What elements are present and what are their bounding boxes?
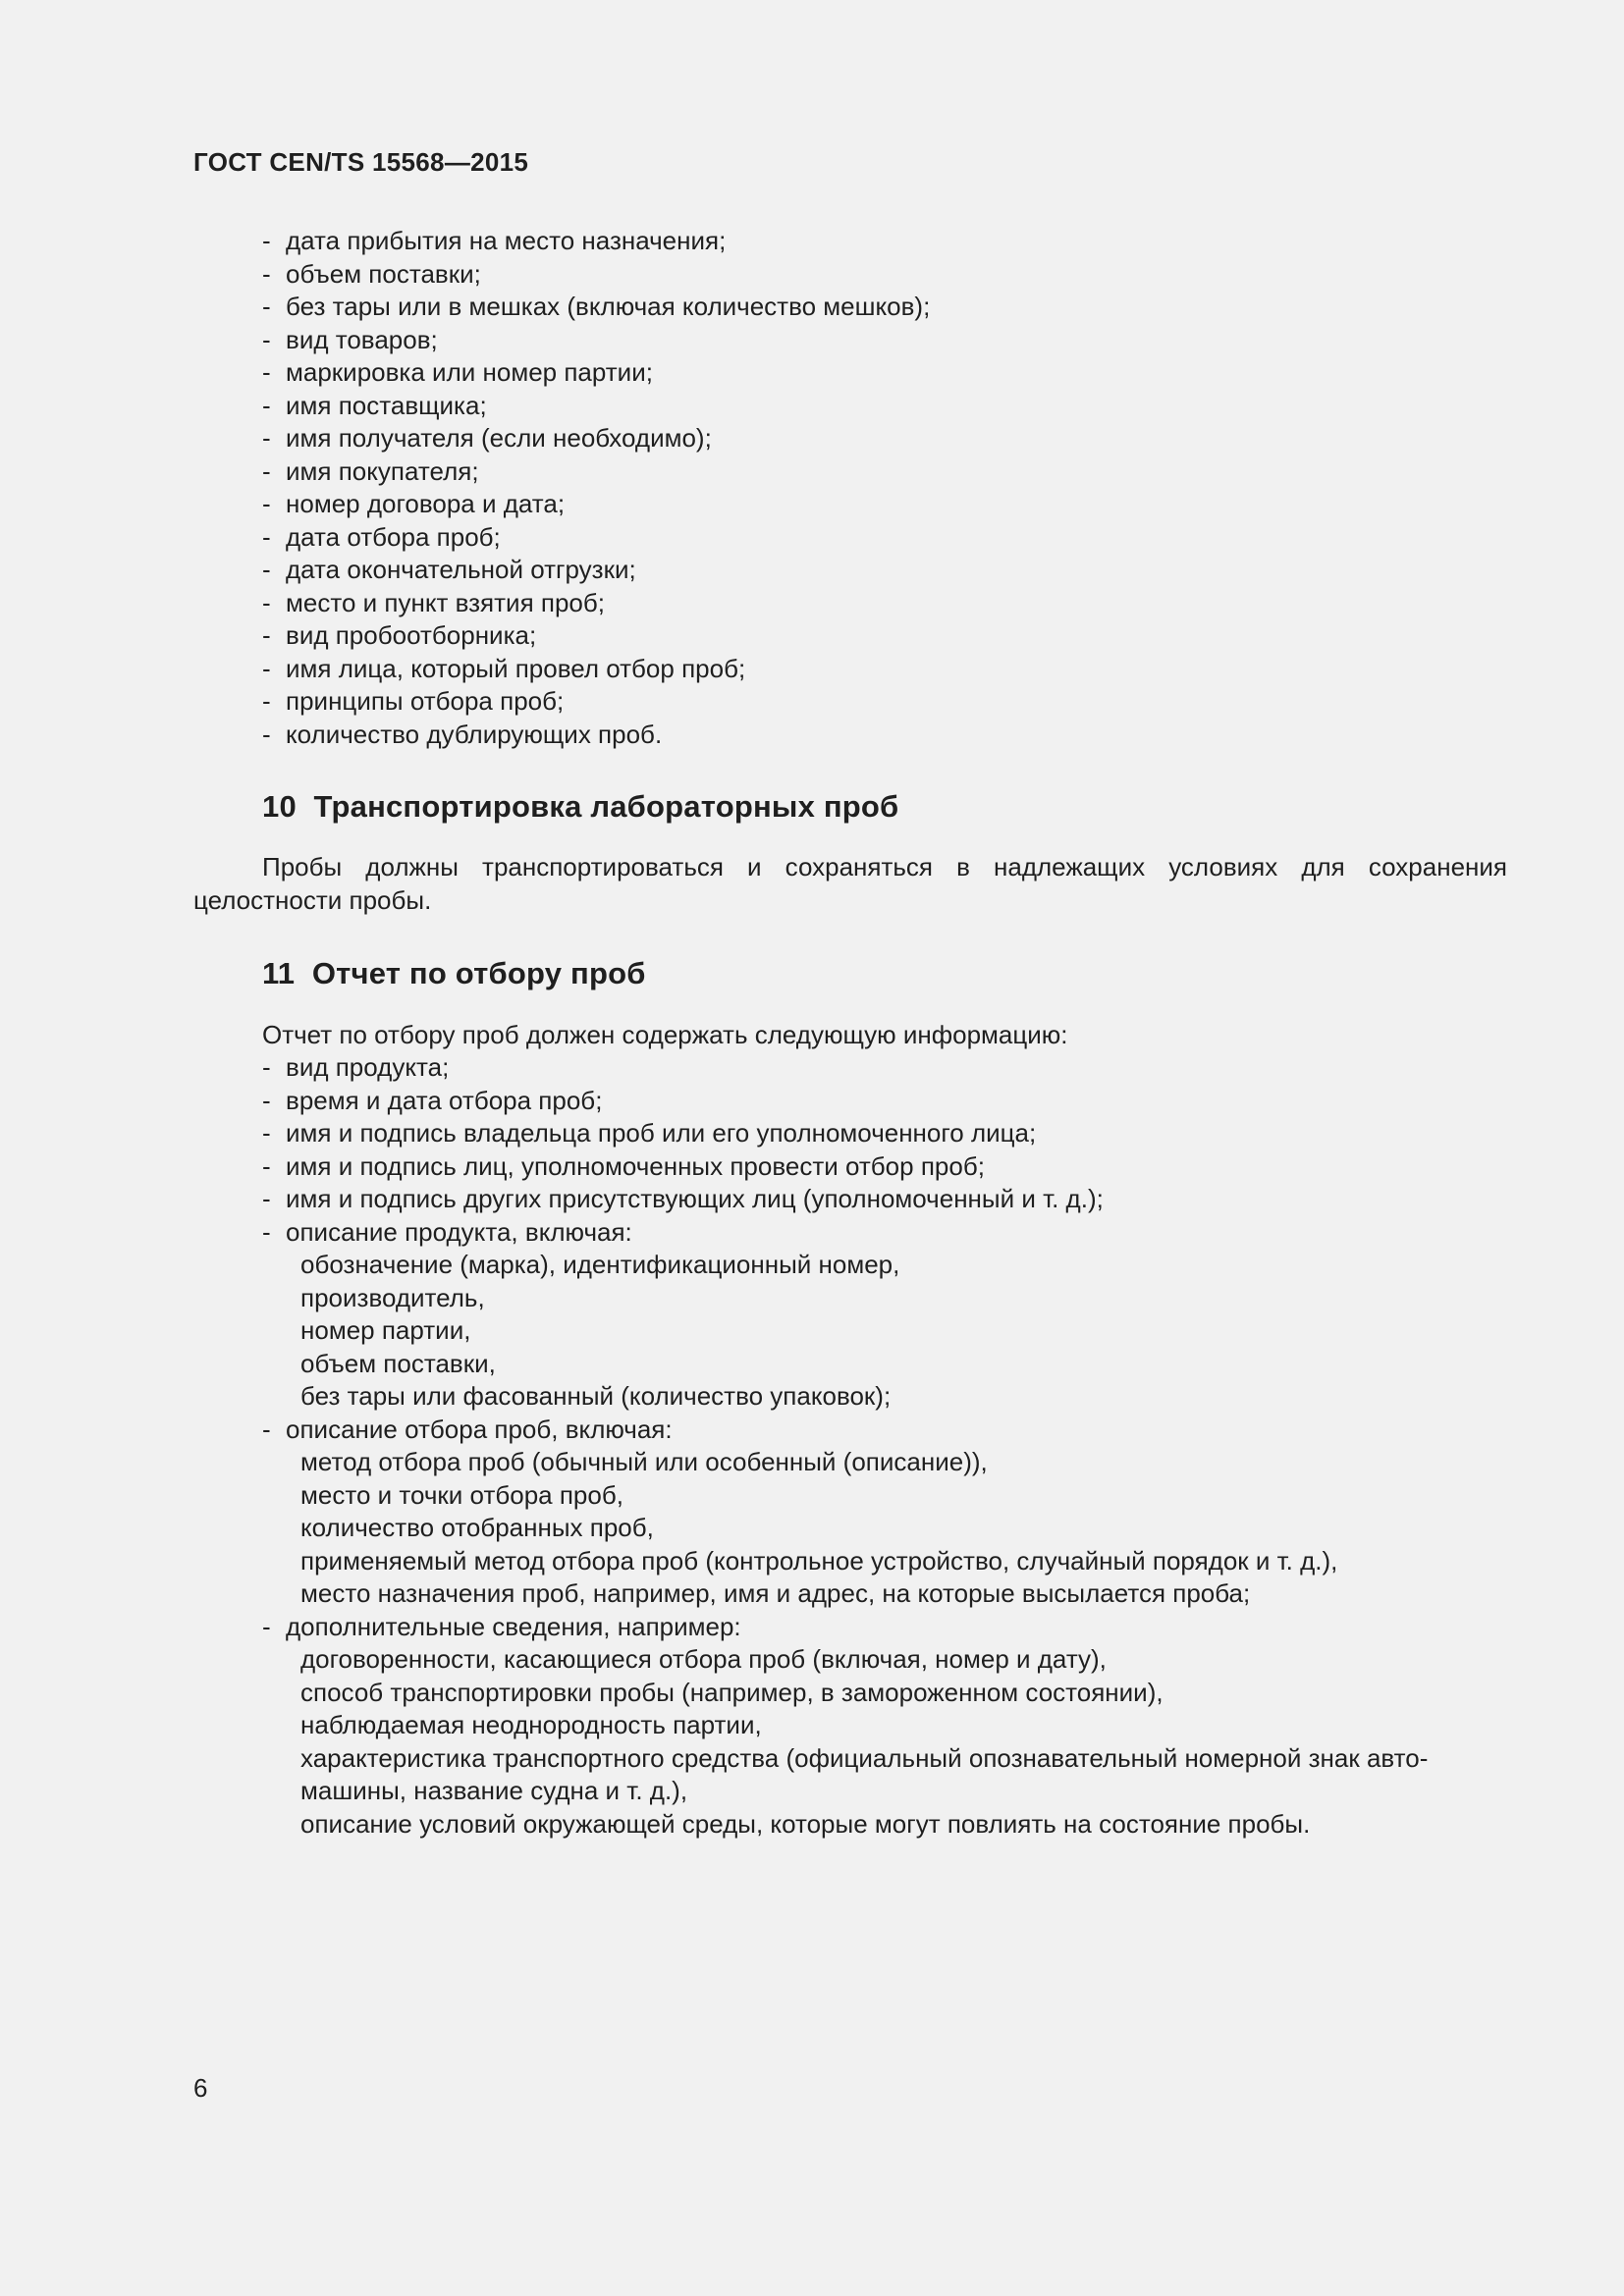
- sub-item: объем поставки,: [300, 1348, 496, 1378]
- sub-item: характеристика транспортного средства (официальный опознавательный номерной знак авто-: [300, 1742, 1429, 1773]
- section-10-heading: [262, 789, 898, 825]
- section-11-intro: Отчет по отбору проб должен содержать следующую информацию:: [262, 1020, 1068, 1049]
- sub-item: наблюдаемая неоднородность партии,: [300, 1710, 762, 1739]
- sub-item: описание условий окружающей среды, которые могут повлиять на состояние пробы.: [300, 1808, 1311, 1839]
- list-item: - номер договора и дата;: [262, 488, 1509, 521]
- list-item: - без тары или в мешках (включая количество мешков);: [262, 291, 1509, 324]
- list-item: - принципы отбора проб;: [262, 685, 1509, 719]
- section-title: Транспортировка лабораторных проб: [313, 789, 899, 824]
- bullet-list-shipment-info: [262, 225, 1509, 751]
- list-item: - количество дублирующих проб.: [262, 719, 1509, 752]
- list-item: - имя и подпись владельца проб или его уполномоченного лица;: [262, 1117, 1509, 1150]
- list-item: - время и дата отбора проб;: [262, 1085, 1509, 1118]
- sub-item: машины, название судна и т. д.),: [300, 1776, 688, 1805]
- list-item: - имя покупателя;: [262, 455, 1509, 489]
- list-item: - имя и подпись других присутствующих лиц (уполномоченный и т. д.);: [262, 1183, 1509, 1216]
- list-item: - дата прибытия на место назначения;: [262, 225, 1509, 258]
- section-10-paragraph: Пробы должны транспортироваться и сохраняться в надлежащих условиях для сохранения целостности пробы.: [193, 852, 1507, 915]
- section-title: Отчет по отбору проб: [311, 956, 646, 990]
- sub-item: номер партии,: [300, 1315, 471, 1345]
- list-item: - дополнительные сведения, например:: [262, 1611, 1509, 1644]
- list-item: - описание продукта, включая:: [262, 1216, 1509, 1250]
- list-item: - вид пробоотборника;: [262, 619, 1509, 653]
- list-item: - маркировка или номер партии;: [262, 356, 1509, 390]
- list-item: - вид продукта;: [262, 1051, 1509, 1085]
- document-header: ГОСТ CEN/TS 15568—2015: [193, 147, 529, 177]
- sub-item: обозначение (марка), идентификационный номер,: [300, 1250, 900, 1279]
- sub-item: без тары или фасованный (количество упаковок);: [300, 1381, 892, 1411]
- list-item: - дата окончательной отгрузки;: [262, 554, 1509, 587]
- page-number: 6: [193, 2073, 208, 2103]
- list-item: - вид товаров;: [262, 324, 1509, 357]
- list-item: - дата отбора проб;: [262, 521, 1509, 555]
- list-item: - имя поставщика;: [262, 390, 1509, 423]
- sub-item: метод отбора проб (обычный или особенный (описание)),: [300, 1447, 988, 1476]
- sub-item: производитель,: [300, 1282, 485, 1312]
- section-11-heading: [262, 956, 646, 991]
- list-item: - объем поставки;: [262, 258, 1509, 292]
- sub-item: договоренности, касающиеся отбора проб (включая, номер и дату),: [300, 1644, 1107, 1674]
- list-item: - имя и подпись лиц, уполномоченных провести отбор проб;: [262, 1150, 1509, 1184]
- sub-item: способ транспортировки пробы (например, в замороженном состоянии),: [300, 1677, 1164, 1707]
- sub-item: применяемый метод отбора проб (контрольное устройство, случайный порядок и т. д.),: [300, 1545, 1338, 1575]
- section-number: 11: [262, 956, 296, 990]
- list-item: - имя получателя (если необходимо);: [262, 422, 1509, 455]
- sub-item: место назначения проб, например, имя и адрес, на которые высылается проба;: [300, 1578, 1251, 1608]
- sub-item: место и точки отбора проб,: [300, 1479, 623, 1510]
- sub-item: количество отобранных проб,: [300, 1513, 654, 1542]
- list-item: - описание отбора проб, включая:: [262, 1414, 1509, 1447]
- bullet-list-report-info: [262, 1051, 1509, 1841]
- list-item: - имя лица, который провел отбор проб;: [262, 653, 1509, 686]
- section-number: 10: [262, 789, 297, 824]
- list-item: - место и пункт взятия проб;: [262, 587, 1509, 620]
